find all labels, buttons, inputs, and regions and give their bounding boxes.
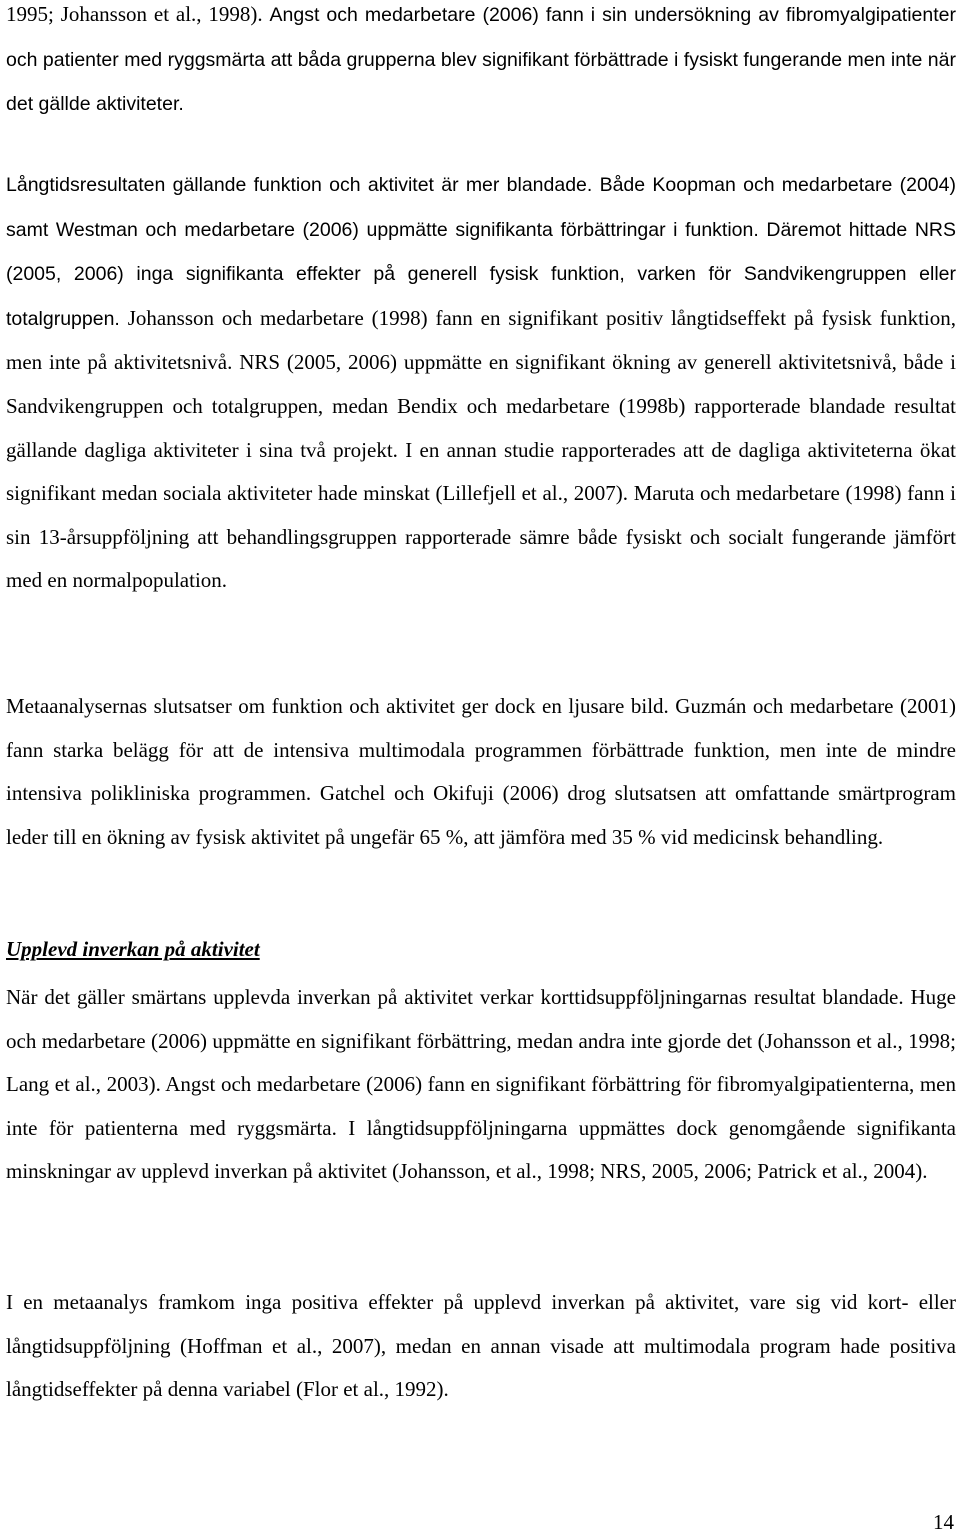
paragraph-4: När det gäller smärtans upplevda inverkan på aktivitet verkar korttidsuppföljningarnas resultat blandade. Huge och medarbetare (2006) uppmätte en signifikant förbättring, medan andra inte gjorde det (Johansson et al., 1998; Lang et al., 2003). Angst och medarbetare (2006) fann en signifikant förbättring för fibromyalgipatienterna, men inte för patienterna med ryggsmärta. I långtidsuppföljningarna uppmättes dock genomgående signifikanta minskningar av upplevd inverkan på aktivitet (Johansson, et al., 1998; NRS, 2005, 2006; Patrick et al., 2004). (6, 985, 956, 1184)
paragraph-1-serif: 1995; Johansson et al., 1998). (6, 2, 263, 26)
section-heading: Upplevd inverkan på aktivitet (6, 937, 260, 961)
paragraph-2-sans: Långtidsresultaten gällande funktion och aktivitet är mer blandade. Både Koopman och medarbetare (2004) samt Westman och medarbetare (2006) uppmätte signifikanta förbättringar i funktion. Däremot hittade NRS (2005, 2006) inga signifikanta effekter på generell fysisk funktion, varken för Sandvikengruppen eller totalgruppen. (6, 174, 956, 330)
paragraph-1 (6, 0, 956, 127)
paragraph-1-sans: Angst och medarbetare (2006) fann i sin undersökning av fibromyalgipatienter och patienter med ryggsmärta att båda grupperna blev signifikant förbättrade i fysiskt fungerande men inte när det gällde aktiviteter. (6, 4, 957, 116)
paragraph-5: I en metaanalys framkom inga positiva effekter på upplevd inverkan på aktivitet, vare sig vid kort- eller långtidsuppföljning (Hoffman et al., 2007), medan en annan visade att multimodala program hade positiva långtidseffekter på denna variabel (Flor et al., 1992). (6, 1290, 956, 1402)
paragraph-2-serif: Johansson och medarbetare (1998) fann en signifikant positiv långtidseffekt på fysisk funktion, men inte på aktivitetsnivå. NRS (2005, 2006) uppmätte en signifikant ökning av generell aktivitetsnivå, både i Sandvikengruppen och totalgruppen, medan Bendix och medarbetare (1998b) rapporterade blandade resultat gällande dagliga aktiviteter i sina två projekt. I en annan studie rapporterades att de dagliga aktiviteterna ökat signifikant medan sociala aktiviteter hade minskat (Lillefjell et al., 2007). Maruta och medarbetare (1998) fann i sin 13-årsuppföljning att behandlingsgruppen rapporterade sämre både fysiskt och socialt fungerande jämfört med en normalpopulation. (6, 305, 956, 593)
page-number: 14 (933, 1510, 954, 1534)
paragraph-2 (6, 163, 956, 603)
paragraph-3: Metaanalysernas slutsatser om funktion och aktivitet ger dock en ljusare bild. Guzmán och medarbetare (2001) fann starka belägg för att de intensiva multimodala programmen förbättrade funktion, men inte de mindre intensiva polikliniska programmen. Gatchel och Okifuji (2006) drog slutsatsen att omfattande smärtprogram leder till en ökning av fysisk aktivitet på ungefär 65 %, att jämföra med 35 % vid medicinsk behandling. (6, 694, 956, 849)
